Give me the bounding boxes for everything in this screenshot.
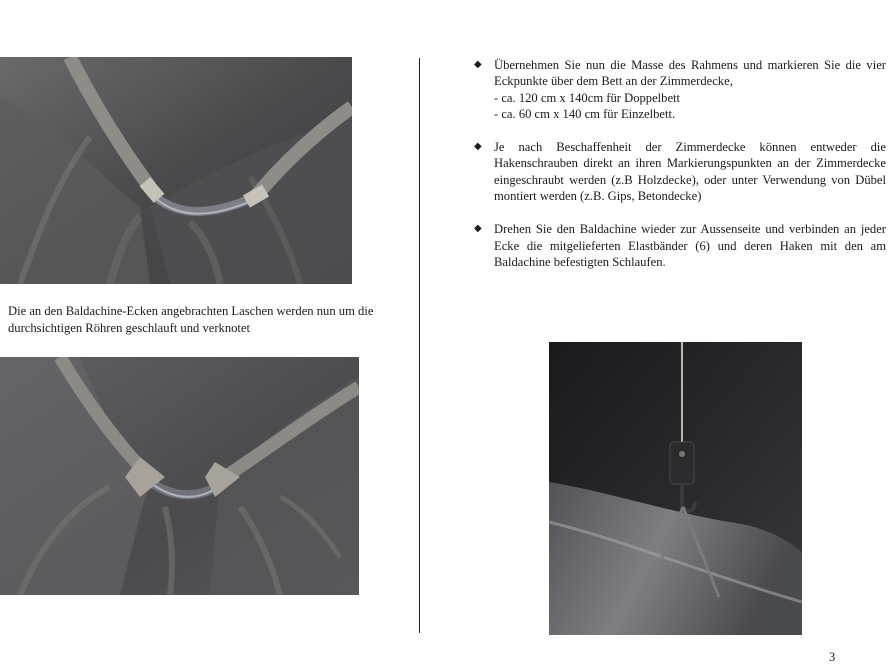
instruction-item	[474, 139, 886, 204]
instruction-list	[474, 57, 886, 270]
bullet-diamond-icon: ◆	[474, 59, 482, 70]
bullet-diamond-icon: ◆	[474, 141, 482, 153]
instruction-item	[474, 221, 886, 270]
photo-canopy-corner-knotted	[0, 357, 359, 595]
column-divider	[419, 58, 420, 633]
instruction-text: Je nach Beschaffenheit der Zimmerdecke können entweder die Hakenschrauben direkt an ihren Markierungspunkten an der Zimmerdecke eingeschraubt werden (z.B Holzdecke), oder unter Verwendung von Dübel montiert werden (z.B. Gips, Betondecke)	[494, 140, 886, 204]
instruction-item	[474, 57, 886, 122]
page-number: 3	[829, 650, 836, 664]
photo-canopy-corner-tube	[0, 57, 352, 284]
instruction-subline: - ca. 60 cm x 140 cm für Einzelbett.	[494, 106, 676, 121]
photo-hook-attachment	[549, 342, 802, 635]
instruction-text: Übernehmen Sie nun die Masse des Rahmens und markieren Sie die vier Eckpunkte über dem Bett an der Zimmerdecke,	[494, 58, 886, 89]
instruction-text: Drehen Sie den Baldachine wieder zur Aussenseite und verbinden an jeder Ecke die mitgelieferten Elastbänder (6) und deren Haken mit den am Baldachine befestigten Schlaufen.	[494, 222, 886, 269]
instruction-subline: - ca. 120 cm x 140cm für Doppelbett	[494, 90, 681, 105]
photo-caption: Die an den Baldachine-Ecken angebrachten Laschen werden nun um die durchsichtigen Röhren geschlauft und verknotet	[8, 304, 374, 335]
bullet-diamond-icon: ◆	[474, 223, 482, 235]
